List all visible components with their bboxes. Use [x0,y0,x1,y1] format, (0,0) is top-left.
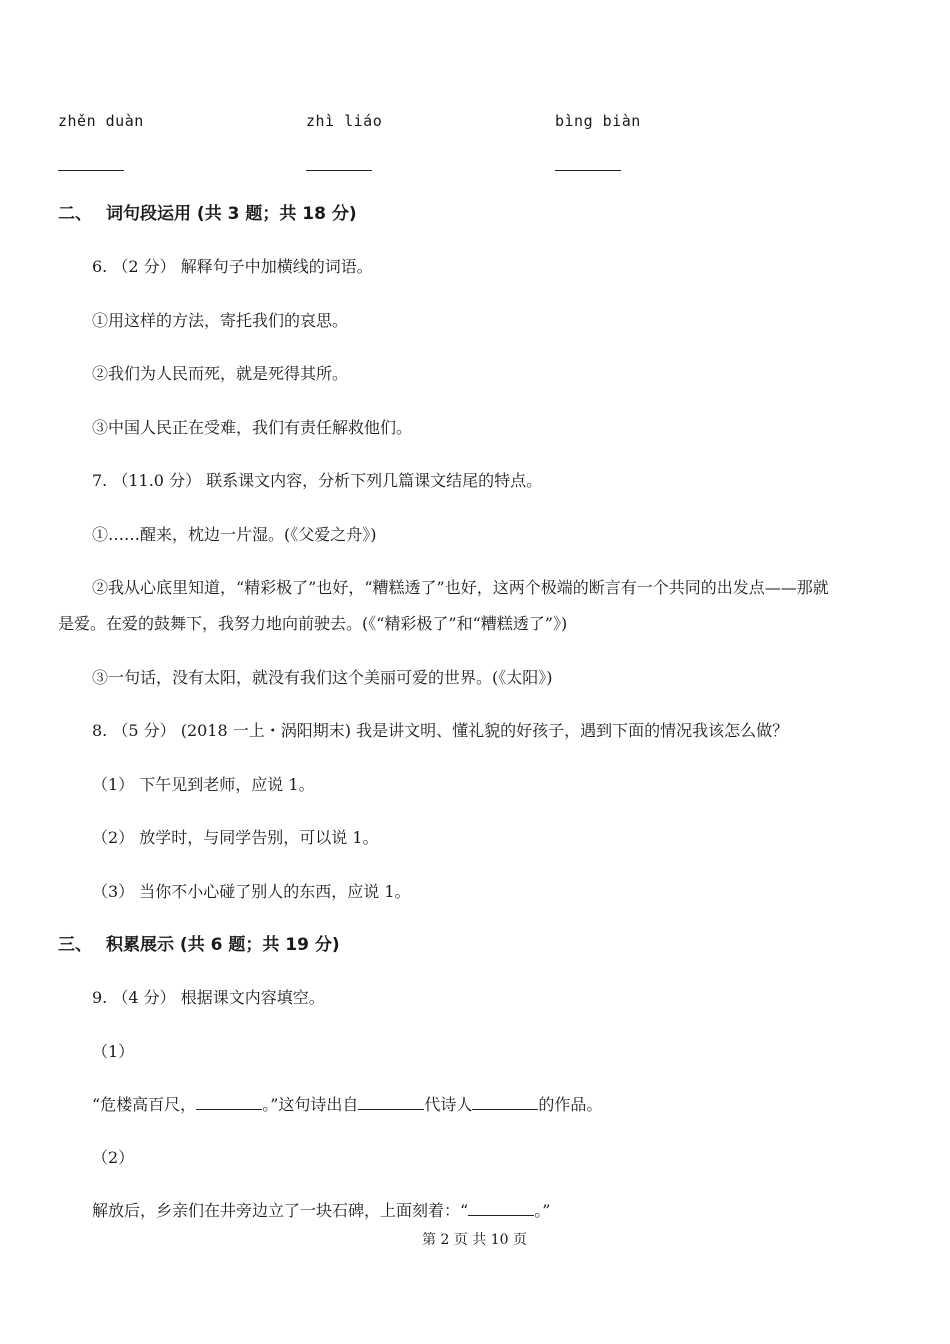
pinyin-2: zhì liáo [306,112,383,130]
section-3-number: 三、 [58,935,92,955]
pinyin-3: bìng biàn [555,112,641,130]
section-3-title: 积累展示 (共 6 题；共 19 分) [106,935,340,955]
question-9-sub-1-text-4: 的作品。 [538,1095,603,1114]
answer-blank-poem-line[interactable] [196,1095,262,1110]
question-6-item-1: ①用这样的方法，寄托我们的哀思。 [92,311,349,330]
answer-blank-dynasty[interactable] [358,1095,424,1110]
question-8-header: 8. （5 分） (2018 一上・涡阳期末) 我是讲文明、懂礼貌的好孩子，遇到下面的情况我该怎么做？ [92,721,789,740]
question-9-sub-1-line [92,1095,602,1115]
question-9-sub-2-text-1: 解放后，乡亲们在井旁边立了一块石碑，上面刻着：“ [92,1201,469,1220]
question-7-item-2-line-2: 是爱。在爱的鼓舞下，我努力地向前驶去。(《“精彩极了”和“糟糕透了”》) [58,614,568,633]
question-7-item-3: ③一句话，没有太阳，就没有我们这个美丽可爱的世界。(《太阳》) [92,668,553,687]
question-8-item-1: （1） 下午见到老师，应说 1。 [92,775,315,794]
question-7-item-2-line-1: ②我从心底里知道，“精彩极了”也好，“糟糕透了”也好，这两个极端的断言有一个共同的出发点——那就 [92,578,829,597]
question-9-sub-2-text-2: 。” [534,1201,551,1220]
section-2-number: 二、 [58,204,92,224]
answer-blank-inscription[interactable] [468,1201,534,1216]
question-8-item-3: （3） 当你不小心碰了别人的东西，应说 1。 [92,882,411,901]
pinyin-1: zhěn duàn [58,112,144,130]
question-9-sub-1-text-2: 。”这句诗出自 [262,1095,359,1114]
question-6-item-3: ③中国人民正在受难，我们有责任解救他们。 [92,418,413,437]
page-footer: 第 2 页 共 10 页 [422,1232,527,1248]
answer-blank-3[interactable] [555,170,621,171]
question-8-item-2: （2） 放学时，与同学告别，可以说 1。 [92,828,379,847]
question-9-sub-1-text-1: “危楼高百尺， [92,1095,197,1114]
question-6-header: 6. （2 分） 解释句子中加横线的词语。 [92,257,373,276]
answer-blank-1[interactable] [58,170,124,171]
question-6-item-2: ②我们为人民而死，就是死得其所。 [92,364,349,383]
question-9-sub-2-line [92,1201,550,1221]
answer-blank-2[interactable] [306,170,372,171]
question-9-sub-1-text-3: 代诗人 [424,1095,473,1114]
question-7-item-1: ①……醒来，枕边一片湿。(《父爱之舟》) [92,525,377,544]
answer-blank-poet[interactable] [472,1095,538,1110]
question-9-header: 9. （4 分） 根据课文内容填空。 [92,988,325,1007]
question-7-header: 7. （11.0 分） 联系课文内容，分析下列几篇课文结尾的特点。 [92,471,543,490]
section-2-title: 词句段运用 (共 3 题；共 18 分) [106,204,357,224]
question-9-sub-2-label: （2） [92,1148,135,1167]
question-9-sub-1-label: （1） [92,1042,135,1061]
